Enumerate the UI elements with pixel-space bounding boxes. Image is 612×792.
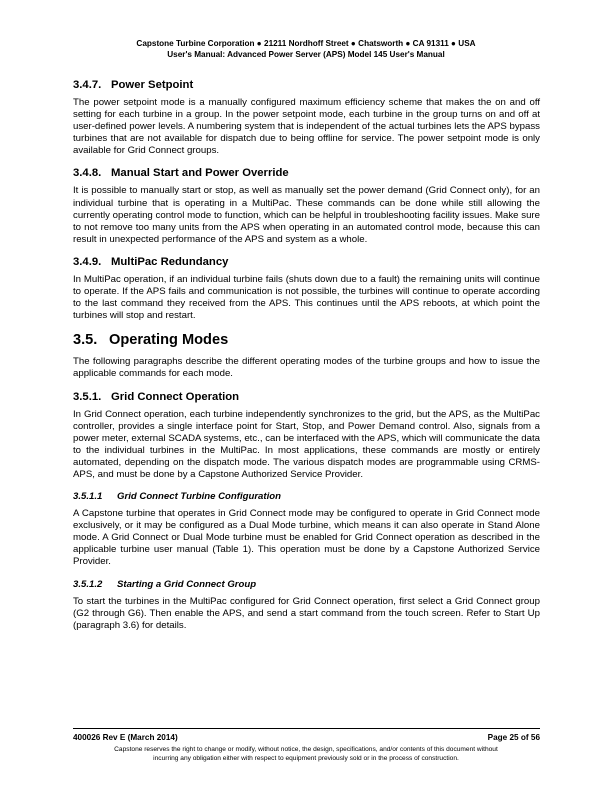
footer-doc-id: 400026 Rev E (March 2014) bbox=[73, 733, 178, 742]
paragraph-multipac-redundancy: In MultiPac operation, if an individual turbine fails (shuts down due to a fault) the remaining units will continue to operate. If the APS fails and communication is not possible, the turbines will continue to operate according to the last command they received from the APS. This continues until the APS reboots, at which point the turbines will stop and restart. bbox=[73, 273, 540, 322]
section-title: Starting a Grid Connect Group bbox=[117, 578, 257, 590]
section-title: Power Setpoint bbox=[111, 79, 194, 91]
heading-3-5-1 bbox=[73, 390, 540, 404]
section-number: 3.5.1.2 bbox=[73, 578, 103, 590]
section-title: Operating Modes bbox=[109, 332, 229, 349]
section-number: 3.4.9. bbox=[73, 255, 102, 268]
disclaimer-line-1: Capstone reserves the right to change or modify, without notice, the design, specifications, and/or contents of this document without bbox=[114, 746, 498, 753]
section-number: 3.5.1.1 bbox=[73, 491, 103, 503]
section-title: Grid Connect Turbine Configuration bbox=[117, 491, 281, 503]
paragraph-grid-connect-operation: In Grid Connect operation, each turbine independently synchronizes to the grid, but the APS, as the MultiPac controller, provides a single interface point for Start, Stop, and Power Demand control. Also, signals from a power meter, external SCADA systems, etc., can be interfaced with the APS, which will communicate the data to the individual turbines in the MultiPac. In most applications, these commands are mostly or entirely automated, depending on the dispatch mode. The various dispatch modes are programmable using CRMS-APS, and must be done by a Capstone Authorized Service Provider. bbox=[73, 408, 540, 480]
page-footer bbox=[73, 733, 540, 744]
heading-3-5-1-1 bbox=[73, 490, 540, 503]
section-title: Manual Start and Power Override bbox=[111, 167, 289, 180]
paragraph-manual-start: It is possible to manually start or stop, as well as manually set the power demand (Grid Connect only), for an individual turbine that is operating in a MultiPac. These commands can be done while still allowing the currently operating control mode to function, which can be helpful in troubleshooting facility issues. Make sure to not remove too many units from the APS when operating in an automated control mode, because this can result in unexpected performance of the APS and system as a whole. bbox=[73, 185, 540, 245]
footer-page-number: Page 25 of 56 bbox=[487, 733, 540, 742]
heading-3-4-9 bbox=[73, 255, 540, 269]
section-number: 3.4.7. bbox=[73, 79, 102, 91]
heading-3-4-7 bbox=[73, 78, 540, 92]
footer-divider bbox=[73, 728, 540, 729]
section-title: Grid Connect Operation bbox=[111, 390, 240, 403]
heading-3-4-8 bbox=[73, 166, 540, 180]
heading-3-5 bbox=[73, 331, 540, 349]
disclaimer-line-2: incurring any obligation either with respect to equipment previously sold or in the process of construction. bbox=[153, 755, 459, 762]
paragraph-power-setpoint: The power setpoint mode is a manually configured maximum efficiency scheme that makes the on and off setting for each turbine in a group. In the power setpoint mode, each turbine in the group turns on and off at user-defined power levels. A numbering system that is independent of the actual turbines lets the APS bypass turbines that are not available for dispatch due to being offline for service. The power setpoint mode is only available for Grid Connect groups. bbox=[73, 97, 540, 157]
footer-disclaimer bbox=[60, 745, 552, 763]
section-title: MultiPac Redundancy bbox=[111, 255, 229, 268]
section-number: 3.5.1. bbox=[73, 390, 102, 403]
header-company-line: Capstone Turbine Corporation ● 21211 Nordhoff Street ● Chatsworth ● CA 91311 ● USA bbox=[136, 39, 476, 48]
heading-3-5-1-2 bbox=[73, 578, 540, 591]
page-content bbox=[73, 78, 540, 641]
page-header bbox=[0, 38, 612, 60]
section-number: 3.5. bbox=[73, 332, 98, 349]
paragraph-turbine-configuration: A Capstone turbine that operates in Grid Connect mode may be configured to operate in Grid Connect mode exclusively, or it may be configured as a Dual Mode turbine, which means it can also operate in Stand Alone mode. A Grid Connect or Dual Mode turbine must be enabled for Grid Connect operation as described in the applicable turbine user manual (Table 1). This operation must be done by a Capstone Authorized Service Provider. bbox=[73, 508, 540, 568]
paragraph-operating-modes: The following paragraphs describe the different operating modes of the turbine groups and how to issue the applicable commands for each mode. bbox=[73, 356, 540, 380]
section-number: 3.4.8. bbox=[73, 167, 102, 180]
paragraph-starting-group: To start the turbines in the MultiPac configured for Grid Connect operation, first select a Grid Connect group (G2 through G6). Then enable the APS, and send a start command from the touch screen. Refer to Start Up (paragraph 3.6) for details. bbox=[73, 595, 540, 631]
header-manual-title: User's Manual: Advanced Power Server (APS) Model 145 User's Manual bbox=[167, 50, 445, 59]
